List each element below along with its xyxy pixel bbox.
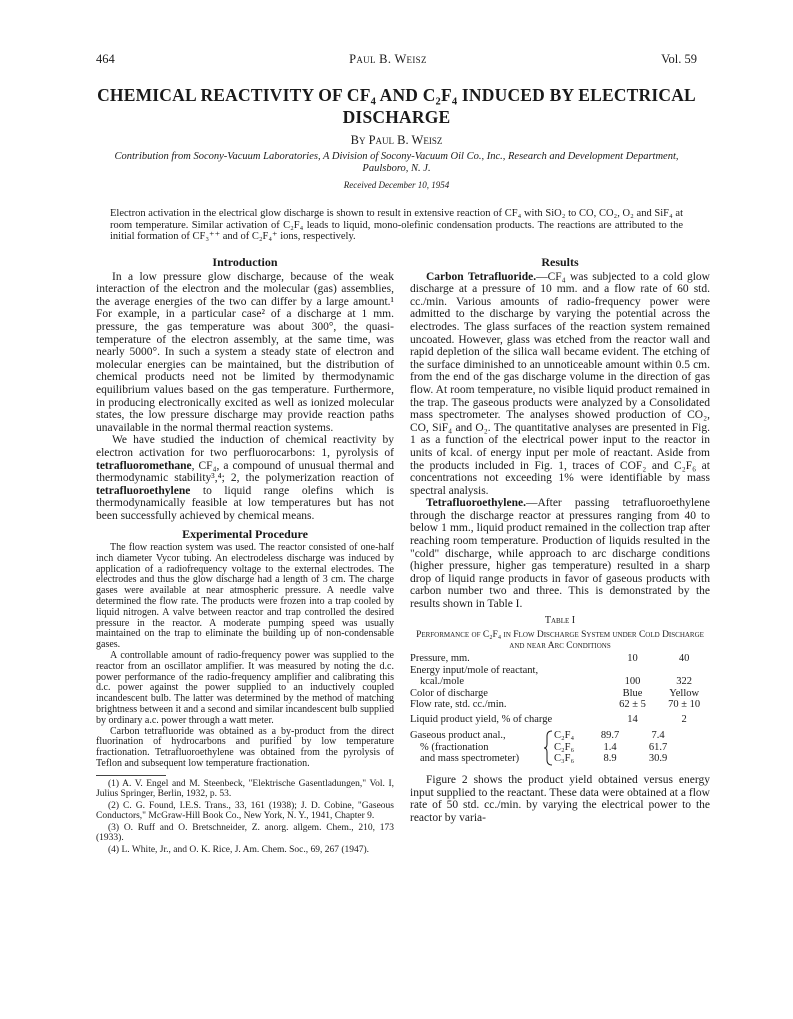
gas-label-line: Gaseous product anal., <box>410 730 506 742</box>
gas-label-line: % (fractionation <box>420 741 489 753</box>
page-number: 464 <box>96 52 115 66</box>
table-cell-label: Pressure, mm. <box>410 653 470 665</box>
table-cell-value: 10 <box>627 653 638 665</box>
table-cell-value: 14 <box>627 713 638 725</box>
footnote-rule <box>96 775 166 776</box>
contribution-note: Contribution from Socony-Vacuum Laboratories, A Division of Socony-Vacuum Oil Co., Inc., Research and Development Department, Paulsboro, N. J. <box>114 151 679 174</box>
gas-species: C₂F₆ <box>554 741 575 753</box>
gas-species: C₃F₆ <box>554 753 575 765</box>
experimental-paragraph-2: A controllable amount of radio-frequency power was supplied to the reactor from an oscillator amplifier. It was measured by noting the d.c. power performance of the radio-frequency amplifier and calibrating this d.c. power against the power supplied to an inductively coupled incandescent bulb. The latter was determined by the method of matching brightness between it and a second and similar incandescent bulb supplied by ordinary a.c. power through a watt meter. <box>96 650 394 726</box>
table-row <box>410 699 710 711</box>
table-cell-label: kcal./mole <box>420 676 465 688</box>
intro-p2-term-cf4: tetrafluoromethane <box>96 459 192 472</box>
footnote-2: (2) C. G. Found, I.E.S. Trans., 33, 161 (1938); J. D. Cobine, "Gaseous Conductors," McGraw-Hill Book Co., New York, N. Y., 1941, Chapter 9. <box>96 800 394 822</box>
table-cell-value: 62 ± 5 <box>619 699 646 711</box>
footnotes <box>96 779 394 856</box>
intro-paragraph-2 <box>96 434 394 522</box>
table-cell-value: Blue <box>622 687 643 699</box>
results-figure2-paragraph: Figure 2 shows the product yield obtained versus energy input supplied to the reactant. These data were obtained at a flow rate of 50 std. cc./min. by varying the electrical power to the reactor by varia- <box>410 774 710 824</box>
table-cell-value: 7.4 <box>651 730 665 742</box>
table-cell-value: 61.7 <box>648 741 668 753</box>
results-tfe-paragraph <box>410 497 710 610</box>
table-1 <box>410 653 710 725</box>
table-cell-value: 1.4 <box>603 741 617 753</box>
table-cell-label: Liquid product yield, % of charge <box>410 713 553 725</box>
table-cell-value: 89.7 <box>600 730 620 742</box>
volume-label: Vol. 59 <box>661 52 697 66</box>
experimental-heading: Experimental Procedure <box>182 527 308 542</box>
table-cell-value: 70 ± 10 <box>668 699 701 711</box>
table-row <box>410 688 710 700</box>
table-cell-value <box>658 665 710 677</box>
table-row <box>410 665 710 677</box>
running-header <box>96 52 697 68</box>
table-row <box>554 730 710 742</box>
experimental-paragraph-3: Carbon tetrafluoride was obtained as a by-product from the direct fluorination of hydrocarbons and purified by low temperature fractionation. Tetrafluoroethylene was obtained from the pyrolysis of Teflon and subsequent low temperature fractionation. <box>96 725 394 769</box>
intro-p2-term-tfe: tetrafluoroethylene <box>96 484 191 497</box>
article-title: CHEMICAL REACTIVITY OF CF₄ AND C₂F₄ INDUCED BY ELECTRICAL DISCHARGE <box>97 85 696 127</box>
table-title: Performance of C₂F₄ in Flow Discharge System under Cold Discharge and near Arc Conditions <box>416 630 704 651</box>
table-row <box>410 653 710 665</box>
table-cell-value: Yellow <box>669 687 700 699</box>
results-cf4-paragraph <box>410 271 710 498</box>
intro-paragraph-1: In a low pressure glow discharge, because of the weak interaction of the electron and the molecular (gas) assemblies, the average energies of the two can differ by a large amount.¹ For example, in a particular case² of a discharge at 1 mm. pressure, the gas temperature was about 300°, the quasi-temperature of the electron assembly, at the same time, was nearly 5000°. In such a system a steady state of electron and molecular energies can be maintained, but the distribution of chemical products need not be limited by thermodynamic equilibrium values based on the gas temperature. Furthermore, in producing electronically excited as well as ionized molecular states, the low pressure discharge may provide reaction paths unavailable in the normal thermal reaction systems. <box>96 270 394 434</box>
right-column <box>410 254 710 825</box>
table-cell-value: 2 <box>681 713 687 725</box>
table-cell-label: Energy input/mole of reactant, <box>410 664 539 676</box>
cf4-text: —CF₄ was subjected to a cold glow discharge at a pressure of 10 mm. and a flow rate of 60 std. cc./min. Various amounts of radio-frequency power were admitted to the discharge by varying the potential across the electrodes. The glass surfaces of the reaction system remained uncoated. However, glass was etched from the reactor wall and rapid depletion of the silica wall became evident. The etching of the surface diminished to an unnoticeable amount within 0.5 cm. from the end of the gas discharge volume in the direction of gas flow. At room temperature, no visible liquid product remained in the trap. The gaseous products were analyzed by a Consolidated mass spectrometer. The analyses showed production of CO₂, CO, SiF₄ and O₂. The quantitative analyses are presented in Fig. 1 as a function of the electrical power input to the reactor in units of kcal. of energy input per mole of reactant. Aside from the products included in Fig. 1, traces of COF₂ and C₂F₆ at concentrations not exceeding 1% were identifiable by mass spectral analysis. <box>410 270 710 497</box>
table-row <box>410 676 710 688</box>
table-cell-value: 322 <box>676 676 693 688</box>
received-date: Received December 10, 1954 <box>343 180 450 190</box>
table-cell-value: 40 <box>678 653 690 665</box>
byline: By Paul B. Weisz <box>350 133 443 147</box>
tfe-runin-heading: Tetrafluoroethylene. <box>426 497 526 510</box>
cf4-runin-heading: Carbon Tetrafluoride. <box>426 270 537 283</box>
table-cell-label: Color of discharge <box>410 687 488 699</box>
results-heading: Results <box>541 255 579 269</box>
brace-icon <box>544 730 554 766</box>
running-author: Paul B. Weisz <box>349 52 427 66</box>
table-row <box>554 742 710 754</box>
intro-p2-text-c: , CF₄, a compound of unusual thermal and thermodynamic stability³,⁴; 2, the polymerization reaction of <box>96 459 394 485</box>
table-cell-value <box>607 665 659 677</box>
table-row <box>554 753 710 765</box>
abstract: Electron activation in the electrical glow discharge is shown to result in extensive reaction of CF₄ with SiO₂ to CO, CO₂, O₂ and SiF₄ at room temperature. Similar activation of C₂F₄ leads to liquid, mono-olefinic condensation products. The reactions are attributed to the initial formation of CF₃⁺⁺ and of C₂F₄⁺ ions, respectively. <box>110 208 683 242</box>
gas-label-line: and mass spectrometer) <box>420 753 520 765</box>
gas-species: C₂F₄ <box>554 730 575 742</box>
gas-analysis-labels <box>410 730 544 766</box>
table-cell-value: 8.9 <box>603 753 617 765</box>
experimental-section <box>96 543 394 770</box>
table-cell-value: 30.9 <box>648 753 668 765</box>
footnote-4: (4) L. White, Jr., and O. K. Rice, J. Am. Chem. Soc., 69, 267 (1947). <box>108 844 370 855</box>
intro-p2-text-e: to liquid range olefins which is thermodynamically feasible at low temperatures but has not been successfully achieved by chemical means. <box>96 484 394 522</box>
table-cell-label: Flow rate, std. cc./min. <box>410 699 507 711</box>
tfe-text: —After passing tetrafluoroethylene through the discharge reactor at pressures ranging from 40 to below 1 mm., liquid product remained in the collection trap after reaching room temperature. Production of liquids resulted in the "cold" discharge, while approach to arc discharge conditions (higher pressure, higher gas temperature) resulted in a sharp drop of liquid range products in favor of gaseous products with carbon number two and three. This is demonstrated by the results shown in Table I. <box>410 497 710 611</box>
table-row <box>410 711 710 726</box>
left-column <box>96 254 394 856</box>
footnote-3: (3) O. Ruff and O. Bretschneider, Z. anorg. allgem. Chem., 210, 173 (1933). <box>96 822 394 844</box>
table-caption: Table I <box>544 614 576 626</box>
footnote-1: (1) A. V. Engel and M. Steenbeck, "Elektrische Gasentladungen," Vol. I, Julius Springer, Berlin, 1932, p. 53. <box>96 778 394 800</box>
gas-analysis-values <box>554 730 710 766</box>
experimental-paragraph-1: The flow reaction system was used. The reactor consisted of one-half inch diameter Vycor tubing. An electrodeless discharge was induced by application of a radiofrequency voltage to the external electrodes. The electrodes and thus the glow discharge had a length of 3 cm. The charge gases were available at near atmospheric pressure. A needle valve determined the flow rate. The products were frozen into a trap cooled by liquid nitrogen. A valve between reactor and trap controlled the desired pressure in the reactor. A moderate pumping speed was usually maintained on the trap to eliminate the building up of non-condensable gases. <box>96 542 394 651</box>
gas-analysis-block <box>410 730 710 766</box>
introduction-heading: Introduction <box>212 255 278 269</box>
table-cell-value: 100 <box>624 676 641 688</box>
intro-p2-text-a: We have studied the induction of chemical reactivity by electron activation for two perfluorocarbons: 1, pyrolysis of <box>96 434 394 459</box>
